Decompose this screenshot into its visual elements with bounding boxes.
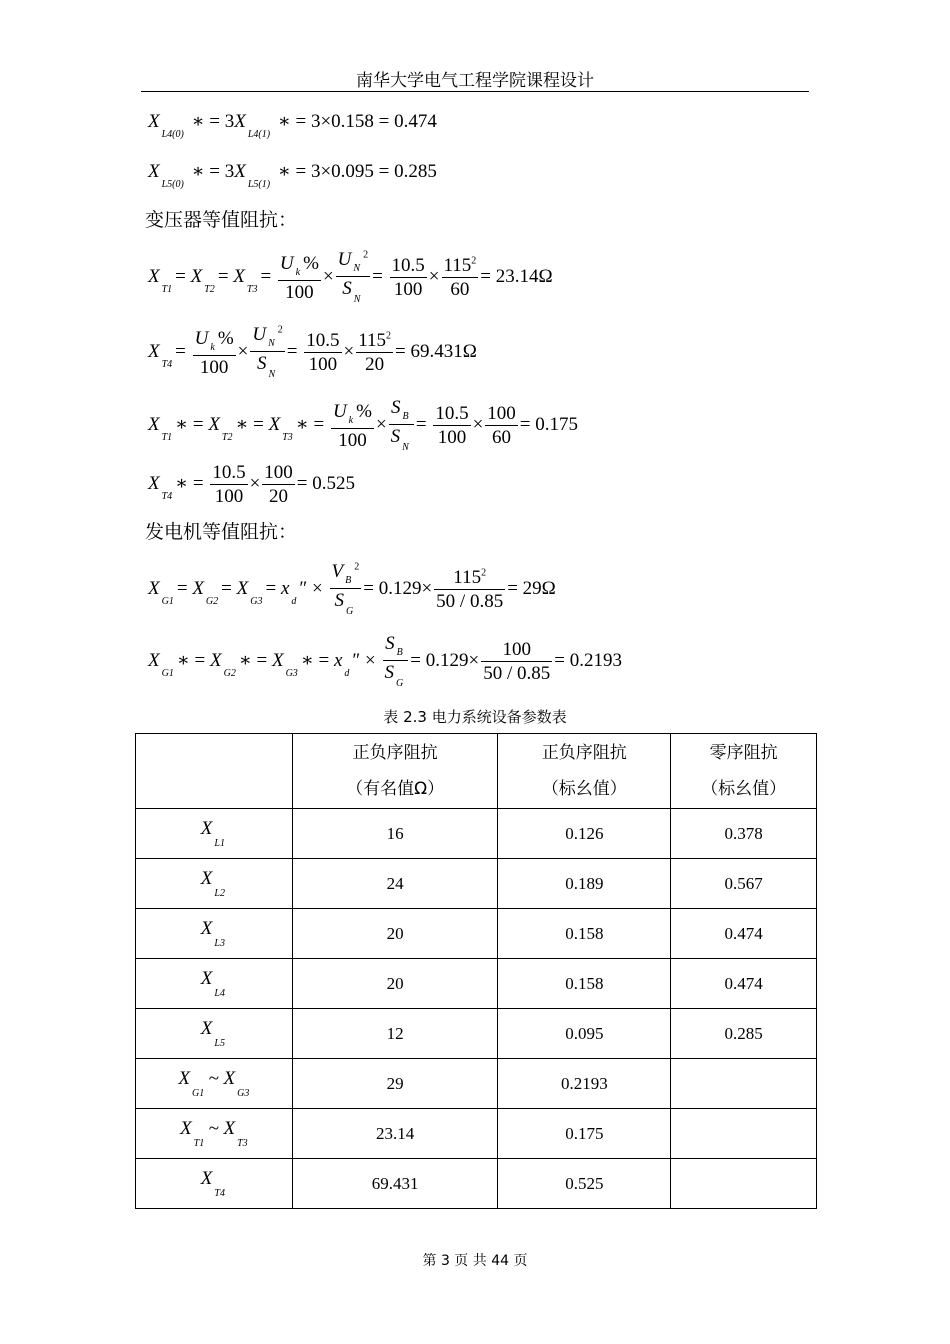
pu-value-cell: 0.175 (498, 1109, 671, 1159)
symbol: $X_{T4}$ (200, 1168, 225, 1199)
heading-generator: 发电机等值阻抗： (145, 521, 298, 543)
zero-seq-cell: 0.474 (671, 959, 817, 1009)
equation-xg-pu: $X_{G1}∗$ = $X_{G2}∗$ = $X_{G3}∗ = x_d''$ × $\frac{S _B}{S_G}$ = 0.129× $\frac{100}{50 / 0.85}$ = 0.2193 (148, 633, 622, 689)
header-line1: 零序阻抗 (709, 743, 778, 763)
symbol-cell (136, 1109, 293, 1159)
table-row (136, 959, 817, 1009)
pu-value-cell: 0.2193 (498, 1059, 671, 1109)
named-value-cell: 20 (292, 909, 498, 959)
table-row (136, 1009, 817, 1059)
named-value-cell: 16 (292, 809, 498, 859)
zero-seq-cell (671, 1109, 817, 1159)
symbol: $X_{G1}$ ~ $X_{G3}$ (178, 1068, 250, 1099)
parameter-table (135, 733, 817, 1209)
zero-seq-cell: 0.378 (671, 809, 817, 859)
header-line2: （有名值Ω） (346, 779, 445, 799)
equation-xt1-xt3-named: $X_{T1}= X_{T2}= X_{T3}=$ $\frac{U _k \%}{100}$ × $\frac{U _N^2}{S_N}$ = $\frac{10.5}{100}$ × $\frac{115^2}{60}$ = 23.14Ω (148, 249, 553, 305)
header-cell-zero (671, 734, 817, 809)
zero-seq-cell: 0.567 (671, 859, 817, 909)
equation-xl4-zero: $X_{L4(0)}$ ∗ = $3X_{L4(1)}$ ∗ = 3×0.158 = 0.474 (148, 111, 437, 140)
table-row (136, 809, 817, 859)
header-line2: （标幺值） (541, 779, 627, 799)
table-row (136, 909, 817, 959)
pu-value-cell: 0.525 (498, 1159, 671, 1209)
symbol-cell (136, 859, 293, 909)
header-line2: （标幺值） (701, 779, 787, 799)
symbol: $X_{L4}$ (200, 968, 225, 999)
equation-xl5-zero: $X_{L5(0)}$ ∗ = $3X_{L5(1)}$ ∗ = 3×0.095 = 0.285 (148, 161, 437, 190)
header-rule (141, 91, 809, 92)
named-value-cell: 69.431 (292, 1159, 498, 1209)
pu-value-cell: 0.095 (498, 1009, 671, 1059)
named-value-cell: 29 (292, 1059, 498, 1109)
table-row (136, 1109, 817, 1159)
symbol-cell (136, 1059, 293, 1109)
heading-transformer: 变压器等值阻抗： (145, 209, 298, 231)
equation-xt4-named: $X_{T4}=$ $\frac{U _k \%}{100}$ × $\frac{U _N^2}{S_N}$ = $\frac{10.5}{100}$ × $\frac{115^2}{20}$ = 69.431Ω (148, 324, 477, 380)
header-line1: 正负序阻抗 (541, 743, 627, 763)
zero-seq-cell (671, 1159, 817, 1209)
page-header: 南华大学电气工程学院课程设计 (356, 71, 594, 91)
named-value-cell: 24 (292, 859, 498, 909)
pu-value-cell: 0.158 (498, 959, 671, 1009)
symbol: $X_{L2}$ (200, 868, 225, 899)
symbol-cell (136, 909, 293, 959)
named-value-cell: 12 (292, 1009, 498, 1059)
pu-value-cell: 0.158 (498, 909, 671, 959)
symbol: $X_{T1}$ ~ $X_{T3}$ (180, 1118, 248, 1149)
header-line1: 正负序阻抗 (352, 743, 438, 763)
equation-xt1-xt3-pu: $X_{T1}∗$ = $X_{T2}∗$ = $X_{T3}∗$ = $\frac{U _k \%}{100}$ × $\frac{S _B}{S_N}$ = $\frac{10.5}{100}$ × $\frac{100}{60}$ = 0.175 (148, 397, 578, 453)
named-value-cell: 20 (292, 959, 498, 1009)
equation-xt4-pu: $X_{T4}∗$ = $\frac{10.5}{100}$ × $\frac{100}{20}$ = 0.525 (148, 462, 355, 507)
table-header-row (136, 734, 817, 809)
page-footer: 第 3 页 共 44 页 (422, 1253, 528, 1269)
symbol: $X_{L5}$ (200, 1018, 225, 1049)
header-cell-pu (498, 734, 671, 809)
table-row (136, 859, 817, 909)
table-row (136, 1159, 817, 1209)
named-value-cell: 23.14 (292, 1109, 498, 1159)
equation-xg-named: $X_{G1}= X_{G2}= X_{G3}= x_d''$ × $\frac{V _B^2}{S_G}$ = 0.129× $\frac{115^2}{50 / 0.85}$ = 29Ω (148, 561, 556, 617)
symbol-cell (136, 1009, 293, 1059)
symbol-cell (136, 959, 293, 1009)
symbol-cell (136, 1159, 293, 1209)
pu-value-cell: 0.189 (498, 859, 671, 909)
symbol: $X_{L1}$ (200, 818, 225, 849)
header-cell-named (292, 734, 498, 809)
symbol: $X_{L3}$ (200, 918, 225, 949)
header-cell-blank (136, 734, 293, 809)
pu-value-cell: 0.126 (498, 809, 671, 859)
zero-seq-cell: 0.285 (671, 1009, 817, 1059)
table-caption: 表 2.3 电力系统设备参数表 (383, 708, 567, 726)
zero-seq-cell: 0.474 (671, 909, 817, 959)
symbol-cell (136, 809, 293, 859)
table-row (136, 1059, 817, 1109)
zero-seq-cell (671, 1059, 817, 1109)
